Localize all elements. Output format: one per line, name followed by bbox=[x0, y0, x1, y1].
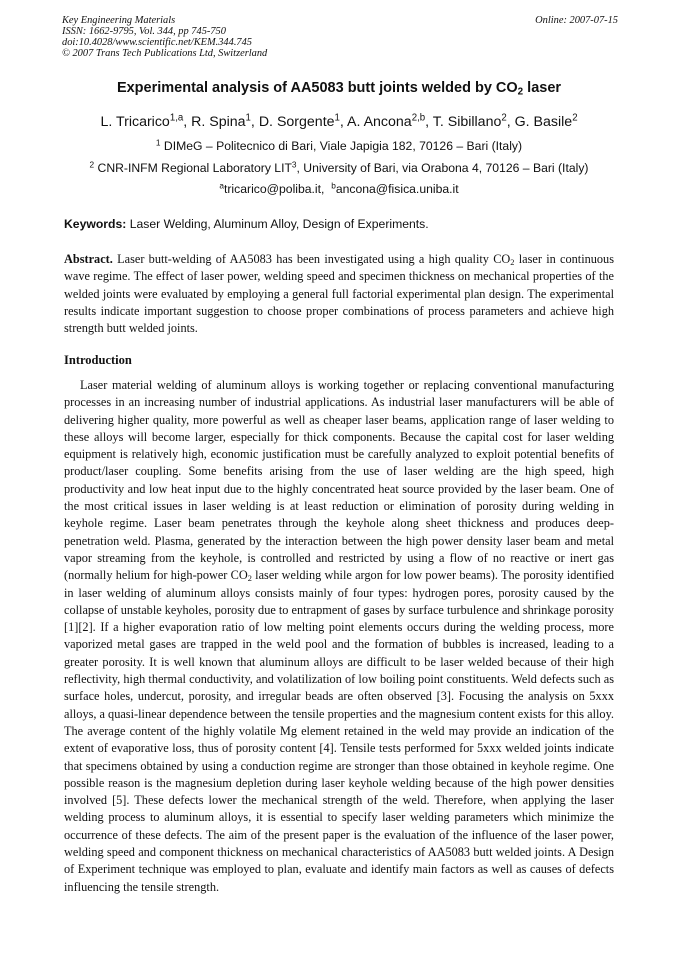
author-affiliation-mark: 2 bbox=[572, 112, 578, 124]
email-mark-a: a bbox=[219, 180, 224, 191]
introduction-paragraph bbox=[64, 377, 614, 896]
title-co2-subscript: 2 bbox=[517, 86, 524, 98]
abstract-paragraph bbox=[64, 251, 614, 337]
title-tail: laser bbox=[523, 80, 562, 96]
online-date: Online: 2007-07-15 bbox=[535, 15, 618, 26]
author-affiliation-mark: 2,b bbox=[411, 112, 426, 124]
keywords-text: Laser Welding, Aluminum Alloy, Design of Experiments. bbox=[129, 217, 429, 231]
author-affiliation-mark: 1 bbox=[245, 112, 251, 124]
affiliation-text: DIMeG – Politecnico di Bari, Viale Japigia 182, 70126 – Bari (Italy) bbox=[163, 139, 523, 153]
author-affiliation-mark: 1,a bbox=[169, 112, 184, 124]
introduction-text-tail: laser welding while argon for low power beams). The porosity identified in laser welding of aluminum alloys consists mainly of four types: hydrogen pores, porosity caused by the collapse of unstable keyholes, porosity due to entrapment of gases by surface turbulence and shrinkage porosity [1][2]. If a higher evaporation ratio of low melting point elements occurs during the welding process, more vaporized metal gases are trapped in the weld pool and the formation of bubbles is increased, leading to a greater porosity. It is well known that aluminum alloys are difficult to be laser welded because of their high reflectivity, high thermal conductivity, and volatilization of low boiling point constituents. Weld defects such as surface holes, undercut, porosity, and irregular beads are often observed [3]. Focusing the analysis on 5xxx alloys, a quasi-linear dependence between the tensile properties and the magnesium content exists for this alloy. The average content of the highly volatile Mg element retained in the weld may provide an indication of the extent of evaporative loss, thus of porosity content [4]. Tensile tests performed for 5xxx welded joints indicate that specimens obtained by using a conduction regime are stronger than those obtained in keyhole regime. One possible reason is the magnesium depletion during laser keyhole welding because of the high power densities involved [5]. These defects lower the mechanical strength of the weld. Therefore, when applying the laser welding process to aluminum alloys, it is essential to specify laser welding parameters which minimize the occurrence of these defects. The aim of the present paper is the evaluation of the influence of the laser power, welding speed and component thickness on mechanical characteristics of AA5083 butt welded joints. A Design of Experiment technique was employed to plan, evaluate and identify main factors as well as causes of defects influencing the tensile strength. bbox=[64, 568, 614, 894]
abstract-label: Abstract. bbox=[64, 252, 113, 266]
journal-doi: doi:10.4028/www.scientific.net/KEM.344.745 bbox=[62, 37, 252, 48]
author-emails bbox=[0, 182, 678, 196]
journal-header bbox=[62, 15, 618, 59]
author-list: L. Tricarico$^{1,a}$, R. Spina$^1$, D. Sorgente$^1$, A. Ancona$^{2,b}$, T. Sibillano$^2$, G. Basile$^2$ bbox=[100, 112, 578, 130]
author-name: T. Sibillano bbox=[432, 114, 502, 130]
author-name: D. Sorgente bbox=[258, 114, 335, 130]
paper-title bbox=[0, 80, 678, 96]
affiliation-text: CNR-INFM Regional Laboratory LIT bbox=[97, 161, 292, 175]
email-b-link[interactable]: ancona@fisica.uniba.it bbox=[335, 182, 459, 196]
author-affiliation-mark: 2 bbox=[501, 112, 507, 124]
affiliation-sup: 3 bbox=[291, 159, 297, 170]
abstract-text-tail: laser in continuous wave regime. The effect of laser power, welding speed and specimen thickness on mechanical properties of the welded joints were evaluated by employing a general full factorial experimental plan design. The experimental results indicate important suggestion to choose proper combinations of process parameters and achieve high strength butt welded joints. bbox=[64, 252, 614, 336]
affiliation-text-tail: , University of Bari, via Orabona 4, 70126 – Bari (Italy) bbox=[296, 161, 589, 175]
affiliation-number: 1 bbox=[155, 137, 161, 148]
author-name: A. Ancona bbox=[347, 114, 412, 130]
journal-copyright: © 2007 Trans Tech Publications Ltd, Switzerland bbox=[62, 48, 268, 59]
affiliation-2 bbox=[0, 161, 678, 175]
section-heading-introduction: Introduction bbox=[64, 353, 132, 367]
introduction-text: Laser material welding of aluminum alloys is working together or replacing conventional manufacturing processes in an increasing number of industrial applications. As industrial laser manufacturers will be able of delivering higher quality, more powerful as well as cheaper laser beams, application range of laser welding to these alloys will become larger, especially for thick components. Because the capital cost for laser welding equipment is relatively high, economic justification must be carefully analyzed to exploit potential benefits of product/laser coupling. Some benefits arising from the use of laser welding are the high speed, high productivity and low heat input due to the highly concentrated heat source provided by the laser beam. One of the most critical issues in laser welding is at least reduction or elimination of porosity during welding in keyhole regime. Laser beam penetrates through the keyhole along sheet thickness and produces deep-penetration weld. Plasma, generated by the interaction between the high power density laser beam and metal vapor streaming from the keyhole, is controlled and restricted by using a flow of no reactive or inert gas (normally helium for high-power CO bbox=[64, 378, 614, 583]
email-mark-b: b bbox=[331, 180, 336, 191]
journal-issn: ISSN: 1662-9795, Vol. 344, pp 745-750 bbox=[62, 26, 226, 37]
author-name: L. Tricarico bbox=[100, 114, 170, 130]
keywords-line bbox=[64, 217, 429, 231]
abstract-co2-subscript: 2 bbox=[510, 258, 515, 268]
author-name: G. Basile bbox=[514, 114, 573, 130]
journal-name: Key Engineering Materials bbox=[62, 15, 176, 26]
abstract-text: Laser butt-welding of AA5083 has been investigated using a high quality CO bbox=[117, 252, 511, 266]
affiliation-number: 2 bbox=[89, 159, 95, 170]
author-affiliation-mark: 1 bbox=[334, 112, 340, 124]
title-main: Experimental analysis of AA5083 butt joints welded by CO bbox=[116, 80, 518, 96]
introduction-co2-subscript: 2 bbox=[247, 574, 252, 584]
email-a-link[interactable]: tricarico@poliba.it, bbox=[223, 182, 325, 196]
keywords-label: Keywords: bbox=[64, 217, 127, 231]
affiliation-1 bbox=[0, 139, 678, 153]
author-name: R. Spina bbox=[191, 114, 246, 130]
